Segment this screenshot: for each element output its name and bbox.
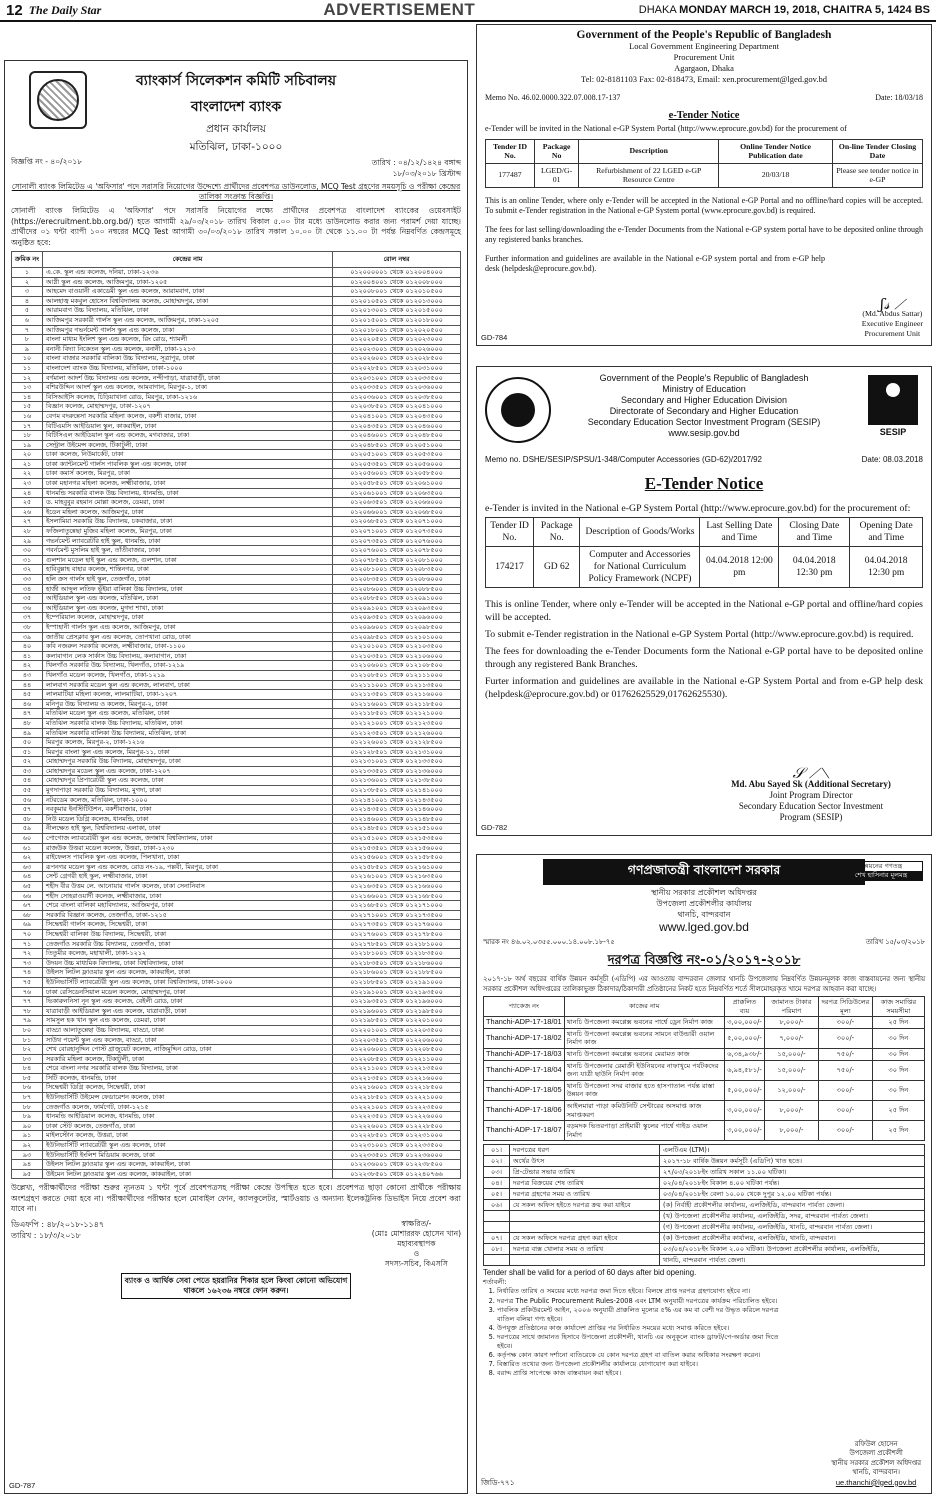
sesip-header <box>485 373 923 445</box>
table-row: ৮৩ সরকারি মহিলা কলেজ, টিকাটুলী, ঢাকা ০১২২০৮৫০১ থেকে ০১২২১১০০০ <box>12 1054 461 1064</box>
table-row: ৭৩ উদয়ন উচ্চ মাধ্যমিক বিদ্যালয়, ঢাকা বিশ্ববিদ্যালয়, ঢাকা ০১২১৮৩৫০১ থেকে ০১২১৮৬০০০ <box>12 958 461 968</box>
office-name: প্রধান কার্যালয় <box>206 123 266 135</box>
memo-row <box>485 93 923 102</box>
table-row: ৭৮ যাত্রাবাড়ী আইডিয়াল স্কুল এন্ড কলেজ, যাত্রাবাড়ী, ঢাকা ০১২১৯৬০০১ থেকে ০১২১৯৮৫০০ <box>12 1006 461 1016</box>
office-location: থানচি, বান্দরবান <box>677 910 731 919</box>
col-opening: Opening Date and Time <box>850 518 923 547</box>
table-row: ১২ বর্ণমালা আদর্শ উচ্চ বিদ্যালয় এন্ড কলেজ, নন্দীপাড়া, যাত্রাবাড়ী, ঢাকা ০১২০৩১০০১ থেকে ০১২০৩৩৫০০ <box>12 373 461 383</box>
table-row: ১৩ বশিরউদ্দিন আদর্শ স্কুল এন্ড কলেজ, আমবাগান, মিরপুর-১, ঢাকা ০১২০৩৩৫০১ থেকে ০১২০৩৬০০০ <box>12 383 461 393</box>
program-name: Secondary Education Sector Investment Program (SESIP) <box>587 417 821 427</box>
table-row: ৮ বাংলা মাধ্যম ইংলিশ স্কুল এন্ড কলেজ, রিং রোড, শ্যামলী ০১২০২০৫০১ থেকে ০১২০২৩০০০ <box>12 335 461 345</box>
table-row: ৫০ মিরপুর কলেজ, মিরপুর-২, ঢাকা-১২১৬ ০১২১২৬০০১ থেকে ০১২১২৮৫০০ <box>12 738 461 748</box>
table-row: ৫৯ নীলক্ষেত হাই স্কুল, বিশ্ববিদ্যালয় এলাকা, ঢাকা ০১২১৪৮৫০১ থেকে ০১২১৫১০০০ <box>12 824 461 834</box>
col-tender-id: Tender ID No. <box>486 518 534 547</box>
table-row: ৮৫ সিটি কলেজ, ধানমন্ডি, ঢাকা ০১২২১৩৫০১ থেকে ০১২২১৬০০০ <box>12 1073 461 1083</box>
table-row: ৪৭ মতিঝিল মডেল স্কুল এন্ড কলেজ, মতিঝিল, ঢাকা ০১২১১৮৫০১ থেকে ০১২১২১০০০ <box>12 709 461 719</box>
exam-centers-table <box>11 251 461 1179</box>
bangladesh-bank-logo-icon <box>29 71 87 129</box>
col-roll: রোল নম্বর <box>332 252 460 268</box>
table-row: ১১ বাংলাদেশ ব্যাংক উচ্চ বিদ্যালয়, মতিঝিল, ঢাকা-১০০০ ০১২০২৮৫০১ থেকে ০১২০৩১০০০ <box>12 363 461 373</box>
table-row: ৮৪ শেরে বাংলা নগর সরকারি বালক উচ্চ বিদ্যালয়, ঢাকা ০১২২১১০০১ থেকে ০১২২১৩৫০০ <box>12 1064 461 1074</box>
table-row: ৯৪ উইলস লিটল ফ্লাওয়ার স্কুল এন্ড কলেজ, কাকরাইল, ঢাকা ০১২২৩৬০০১ থেকে ০১২২৩৮৫০০ <box>12 1160 461 1170</box>
table-row: ৪৪ লালবাগ সরকারি মডেল স্কুল এন্ড কলেজ, লালবাগ, ঢাকা ০১২১১১০০১ থেকে ০১২১১৩৫০০ <box>12 680 461 690</box>
table-row: ৬০ পোগোজ ল্যাবরেটরী স্কুল এন্ড কলেজ, জগন্নাথ বিশ্ববিদ্যালয়, ঢাকা ০১২১৫১০০১ থেকে ০১২১৫৩৫০০ <box>12 834 461 844</box>
table-row: ৭২ তিতুমীর কলেজ, মহাখালী, ঢাকা-১২১২ ০১২১৮১০০১ থেকে ০১২১৮৩৫০০ <box>12 949 461 959</box>
thanchi-tender-ad <box>476 854 932 1494</box>
col-work-name: কাজের নাম <box>564 997 724 1017</box>
table-row: ৪৬ মনিপুর উচ্চ বিদ্যালয় ও কলেজ, মিরপুর-২, ঢাকা ০১২১১৬০০১ থেকে ০১২১১৮৫০০ <box>12 699 461 709</box>
table-row: ২৮ ফজিলাতুন্নেছা মুজিব মহিলা কলেজ, মিরপুর, ঢাকা ০১২০৭১০০১ থেকে ০১২০৭৩৫০০ <box>12 527 461 537</box>
col-security: জামানত টাকার পরিমাণ <box>764 997 818 1017</box>
memo-date: Date: 08.03.2018 <box>861 455 923 464</box>
table-row: ৬৫ শহীদ বীর উত্তম লে. আনোয়ার গার্লস কলেজ, ঢাকা সেনানিবাস ০১২১৬৩৫০১ থেকে ০১২১৬৬০০০ <box>12 882 461 892</box>
table-row: Thanchi-ADP-17-18/02 থানচি উপজেলা কমপ্লেক্স ভবনের সামনে বাউন্ডারী ওয়াল নির্মাণ কাজ ৫,০০,০০০/- ৭,০০০/- ৩০০/- ৩০ দিন <box>484 1028 925 1048</box>
table-row: ৮১ সাউথ পয়েন্ট স্কুল এন্ড কলেজ, বাড্ডা, ঢাকা ০১২২০৩৫০১ থেকে ০১২২০৬০০০ <box>12 1035 461 1045</box>
notice-number: বিজ্ঞপ্তি নং - ৪০/২০১৮ <box>11 157 83 166</box>
bank-notice-ad <box>4 60 468 1494</box>
table-row: ২ আগ্নী স্কুল এন্ড কলেজ, আজিমপুর, ঢাকা-১২০৫ ০১২০০৪০০১ থেকে ০১২০০৮০০০ <box>12 277 461 287</box>
table-row: ৫৭ নবকুমার ইনস্টিটিউশন, বকশীবাজার, ঢাকা ০১২১৪৩৫০১ থেকে ০১২১৪৬০০০ <box>12 805 461 815</box>
gd-code: GD-782 <box>481 823 508 832</box>
table-row: ৩২ হাবিবুল্লাহ বাহার কলেজ, শান্তিনগর, ঢাকা ০১২০৮১০০১ থেকে ০১২০৮৩৫০০ <box>12 565 461 575</box>
masthead <box>0 0 936 22</box>
tender-para-info: Furter information and guidelines are available in the National e-GP System Portal and from e-GP help desk (helpdesk@eprocure.gov.bd) or 01762625529,01762625530). <box>485 676 923 700</box>
table-row: ৬৮ সরকারি বিজ্ঞান কলেজ, তেজগাঁও, ঢাকা-১২১৫ ০১২১৭১০০১ থেকে ০১২১৭৩৫০০ <box>12 910 461 920</box>
tender-info-table <box>483 1144 925 1266</box>
table-row: 177487 LGED/G-01 Refurbishment of 22 LGED e-GP Resource Centre 20/03/18 Please see tender notice in e-GP <box>486 163 923 187</box>
table-row: ৩ আহমেদ বাওয়ানী একাডেমী স্কুল এন্ড কলেজ, আরামবাগ, ঢাকা ০১২০০৮০০১ থেকে ০১২০১০৫০০ <box>12 287 461 297</box>
table-row: ৪০ কবি নজরুল সরকারি কলেজ, লক্ষ্মীবাজার, ঢাকা-১১০০ ০১২১০১০০১ থেকে ০১২১০৩৫০০ <box>12 642 461 652</box>
program-url: www.sesip.gov.bd <box>668 428 740 438</box>
table-row: ৬৩ রূপনগর মডেল স্কুল এন্ড কলেজ, রোড নং-১৯, পল্লবী, মিরপুর, ঢাকা ০১২১৫৮৫০১ থেকে ০১২১৬১০০০ <box>12 862 461 872</box>
office-address: মতিঝিল, ঢাকা-১০০০ <box>189 141 283 153</box>
helpline-warning: ব্যাংক ও আর্থিক সেবা পেতে হয়রানির শিকার হলে কিংবা কোনো অভিযোগ থাকলে ১৬২৩৬ নম্বরে ফোন করুন। <box>121 1273 351 1299</box>
col-center: কেন্দ্রের নাম <box>42 252 332 268</box>
tender-para-fees: The fees for downloading the e-Tender Documents form the National e-GP portal have to be deposited online through any registered Bank Branches. <box>485 646 923 670</box>
sesip-tender-ad <box>476 366 932 836</box>
col-serial: ক্রমিক নং <box>12 252 43 268</box>
table-row: ৯৩ ইউনিভার্সিটি ইংলিশ মিডিয়াম কলেজ, ঢাকা ০১২২৩৩৫০১ থেকে ০১২২৩৬০০০ <box>12 1150 461 1160</box>
sesip-signature: 𝒮 ⟋⟍ Md. Abu Sayed Sk (Additional Secretary) Joint Program Director Secondary Education Sector Investment Program (SESIP) <box>701 768 921 823</box>
table-row: ০৮। দরপত্র বাক্স খোলার সময় ও তারিখ ০৩/০৪/২০১৮ইং বিকাল ২.০০ ঘটিকা। উপজেলা প্রকৌশলীর কার্যালয়, এলজিইডি, <box>484 1244 925 1255</box>
table-row: ৫২ মোহাম্মদপুর সরকারি উচ্চ বিদ্যালয়, মোহাম্মদপুর, ঢাকা ০১২১৩১০০১ থেকে ০১২১৩৩৫০০ <box>12 757 461 767</box>
table-row: ৪২ খিলগাঁও সরকারি উচ্চ বিদ্যালয়, খিলগাঁও, ঢাকা-১২১৯ ০১২১০৬০০১ থেকে ০১২১০৮৫০০ <box>12 661 461 671</box>
table-row: ৮২ শেখ বোরহানুদ্দিন পোস্ট গ্রাজুয়েট কলেজ, নাজিমুদ্দিন রোড, ঢাকা ০১২২০৬০০১ থেকে ০১২২০৮৫০০ <box>12 1045 461 1055</box>
committee-title: ব্যাংকার্স সিলেকশন কমিটি সচিবালয় <box>136 73 336 89</box>
table-row: ৮৬ সিদ্ধেশ্বরী ডিগ্রি কলেজ, সিদ্ধেশ্বরী, ঢাকা ০১২২১৬০০১ থেকে ০১২২১৮৫০০ <box>12 1083 461 1093</box>
list-item: 4. উপযুক্ত প্রতিষ্ঠানের কাজ কার্যাদেশ প্রাপ্তির পর নির্ধারিত সময়ের মধ্যে সমাপ্ত করিতে হইবে। <box>497 1324 783 1333</box>
package-table <box>483 996 925 1141</box>
table-row: ০৭। যে সকল অফিসে দরপত্র গ্রহণ করা হইবে (ক) উপজেলা প্রকৌশলীর কার্যালয়, এলজিইডি, থানচি, বান্দরবান। <box>484 1233 925 1244</box>
table-row: ৫ আরামবাগ উচ্চ বিদ্যালয়, মতিঝিল, ঢাকা ০১২০১৩০০১ থেকে ০১২০১৫০০০ <box>12 306 461 316</box>
table-row: ১০ বাংলা বাজার সরকারি বালিকা উচ্চ বিদ্যালয়, সূত্রাপুর, ঢাকা ০১২০২৬০০১ থেকে ০১২০২৮৫০০ <box>12 354 461 364</box>
table-row: ৫৫ মুগদাপাড়া সরকারি উচ্চ বিদ্যালয়, মুগদা, ঢাকা ০১২১৩৮৫০১ থেকে ০১২১৪১০০০ <box>12 786 461 796</box>
memo-number: Memo No. 46.02.0000.322.07.008.17-137 <box>485 93 621 102</box>
notice-reference <box>11 157 461 179</box>
col-package: Package No <box>534 139 578 163</box>
table-row: Thanchi-ADP-17-18/07 বড়মদক ভিতরপাড়া প্রাইমারী স্কুলের পার্শ্বে গাইড ওয়াল নির্মাণ ৩,০০,০০০/- ৮,০০০/- ৩০০/- ২৫ দিন <box>484 1121 925 1141</box>
lged-signature: ʃ𝓈 ⟋ (Md. Abdus Sattar) Executive Engineer Procurement Unit <box>861 295 923 338</box>
tender-para-online: This is an online Tender, where only e-Tender will be accepted in the National e-GP Portal and no offline/hard copies will be accepted. To submit e-Tender registration in the National e-GP System portal (www.eprocure.gov.bd) is required. <box>485 195 923 215</box>
col-package: Package No. <box>534 518 580 547</box>
col-duration: কাজ সমাপ্তির সময়সীমা <box>872 997 924 1017</box>
table-row: ৭৪ উইলস লিটল ফ্লাওয়ার স্কুল এন্ড কলেজ, কাকরাইল, ঢাকা ০১২১৮৬০০১ থেকে ০১২১৮৮৫০০ <box>12 968 461 978</box>
table-row: ৮৯ ধানমন্ডি আইডিয়াল কলেজ, ধানমন্ডি, ঢাকা ০১২২২৩৫০১ থেকে ০১২২২৬০০০ <box>12 1112 461 1122</box>
table-row: ৪ আলহাজ্ব মকবুল হোসেন বিশ্ববিদ্যালয় কলেজ, মোহাম্মদপুর, ঢাকা ০১২০১০৫০১ থেকে ০১২০১৩০০০ <box>12 296 461 306</box>
bank-notice-header <box>11 65 461 153</box>
table-row: ৬৭ শেরে বাংলা বালিকা মহাবিদ্যালয়, আজিমপুর, ঢাকা ০১২১৬৮৫০১ থেকে ০১২১৭১০০০ <box>12 901 461 911</box>
table-row: ৬৯ সিদ্ধেশ্বরী গার্লস কলেজ, সিদ্ধেশ্বরী, ঢাকা ০১২১৭৩৫০১ থেকে ০১২১৭৬০০০ <box>12 920 461 930</box>
col-publication-date: Online Tender Notice Publication date <box>719 139 833 163</box>
table-row: থানচি, বান্দরবান পার্বত্য জেলা। <box>484 1255 925 1266</box>
table-row: ৬২ রাইফেলস পাবলিক স্কুল এন্ড কলেজ, পিলখানা, ঢাকা ০১২১৫৬০০১ থেকে ০১২১৫৮৫০০ <box>12 853 461 863</box>
table-row: ৩৬ আইডিয়াল স্কুল এন্ড কলেজ, মুগদা শাখা, ঢাকা ০১২০৯১০০১ থেকে ০১২০৯৩৫০০ <box>12 603 461 613</box>
table-row: Thanchi-ADP-17-18/01 থানচি উপজেলা কমপ্লেক্স ভবনের পার্শ্বে ড্রেন নির্মাণ কাজ ৩,০০,০০০/- ৮,০০০/- ৩০০/- ২৫ দিন <box>484 1017 925 1029</box>
table-row: ২২ চাকা কমার্স কলেজ, মিরপুর, ঢাকা ০১২০৫৬০০১ থেকে ০১২০৫৮৫০০ <box>12 469 461 479</box>
table-row: ১৪ বিসিআইসি কলেজ, চিড়িয়াখানা রোড, মিরপুর, ঢাকা-১২১৬ ০১২০৩৬০০১ থেকে ০১২০৩৮৫০০ <box>12 392 461 402</box>
tender-title: E-Tender Notice <box>644 474 764 493</box>
memo-date: Date: 18/03/18 <box>875 93 923 102</box>
bank-name: বাংলাদেশ ব্যাংক <box>190 99 282 115</box>
gd-code: জিডি-৭৭১ <box>481 1478 515 1487</box>
notice-intro: সোনালী ব্যাংক লিমিটেড এ 'অফিসার' পদে সরাসরি নিয়োগের লক্ষ্যে প্রার্থীদের প্রবেশপত্র বাংলাদেশ ব্যাংকের ওয়েবসাইট (https://erecruitment.bb.org.bd/) হতে আগামী ২৯/০৩/২০১৮ তারিখ বিকাল ৫.০০ টার মধ্যে ডাউনলোড করার জন্য পরামর্শ দেয়া যাচ্ছে। প্রার্থীদের ০১ ঘন্টা ব্যাপী ১০০ নম্বরের MCQ Test আগামী ৩০/০৩/২০১৮ তারিখ সকাল ১০.০০ টা থেকে ১১.০০ টা পর্যন্ত নিম্নবর্ণিত কেন্দ্রসমূহে অনুষ্ঠিত হবে: <box>11 206 461 247</box>
table-row: ৬১ রাজউক উত্তরা মডেল কলেজ, উত্তরা, ঢাকা-১২৩০ ০১২১৫৩৫০১ থেকে ০১২১৫৬০০০ <box>12 843 461 853</box>
signature-row <box>11 1219 461 1269</box>
table-row: ১৮ বিটিসিএল আইডিয়াল স্কুল এন্ড কলেজ, মগবাজার, ঢাকা ০১২০৪৬০০১ থেকে ০১২০৪৮৫০০ <box>12 431 461 441</box>
col-tender-id: Tender ID No. <box>486 139 535 163</box>
tender-title: দরপত্র বিজ্ঞপ্তি নং-০১/২০১৭-২০১৮ <box>607 953 801 968</box>
tender-validity: Tender shall be valid for a period of 60 days after bid opening. <box>483 1268 697 1278</box>
col-closing-date: On-line Tender Closing Date <box>832 139 922 163</box>
table-row: ৯৫ উইমেন লিটল ফ্লাওয়ার স্কুল এন্ড কলেজ, কাকরাইল, ঢাকা ০১২২৩৮৫০১ থেকে ০১২২৪০৭৬৬ <box>12 1169 461 1179</box>
masthead-date: DHAKA MONDAY MARCH 19, 2018, CHAITRA 5, 1424 BS <box>638 4 930 16</box>
table-row: Thanchi-ADP-17-18/06 আইলমারা পাড়া কমিউনিটি সেন্টারের অসমাপ্ত কাজ সমাপ্তকরণ ৩,০০,০০০/- ৮,০০০/- ৩০০/- ২৫ দিন <box>484 1100 925 1120</box>
table-row: ৪৮ মতিঝিল সরকারি বালক উচ্চ বিদ্যালয়, মতিঝিল, ঢাকা ০১২১২১০০১ থেকে ০১২১২৩৫০০ <box>12 718 461 728</box>
table-row: ১৯ সেন্ট্রাল উইমেন্স কলেজ, টিকাটুলী, ঢাকা ০১২০৪৮৫০১ থেকে ০১২০৫১০০০ <box>12 440 461 450</box>
table-row: ৪৩ খিলগাঁও মডেল কলেজ, খিলগাঁও, ঢাকা-১২১৯ ০১২১০৮৫০১ থেকে ০১২১১১০০০ <box>12 670 461 680</box>
dept-name: স্থানীয় সরকার প্রকৌশল অধিদপ্তর <box>651 888 757 897</box>
tender-intro: e-Tender will be invited in the National e-GP System Portal (http://www.eprocure.gov.bd) for the procurement of <box>485 124 847 133</box>
memo-row <box>483 936 925 948</box>
table-row: ৩৫ আইডিয়াল স্কুল এন্ড কলেজ, মতিঝিল, ঢাকা ০১২০৮৮৫০১ থেকে ০১২০৯১০০০ <box>12 594 461 604</box>
table-row: ২৯ গভর্নমেন্ট ল্যাবরেটরি হাই স্কুল, ধানমন্ডি, ঢাকা ০১২০৭৩৫০১ থেকে ০১২০৭৬০০০ <box>12 536 461 546</box>
tender-para-registration: To submit e-Tender registration in the National e-GP System Portal (http://www.eprocure.gov.bd) is required. <box>485 629 914 640</box>
table-row: ৭১ তেজগাঁও সরকারি উচ্চ বিদ্যালয়, তেজগাঁও, ঢাকা ০১২১৭৮৫০১ থেকে ০১২১৮১০০০ <box>12 939 461 949</box>
table-row: ৩৯ জাতীয় প্রেসক্লাব স্কুল এন্ড কলেজ, তোপখানা রোড, ঢাকা ০১২০৯৮৫০১ থেকে ০১২১০১০০০ <box>12 632 461 642</box>
table-row: ৩০ গবর্নমেন্ট মুসলিম হাই স্কুল, তাঁতীবাজার, ঢাকা ০১২০৭৬০০১ থেকে ০১২০৭৮৫০০ <box>12 546 461 556</box>
list-item: 7. বিস্তারিত তথ্যের জন্য উপজেলা প্রকৌশলীর কার্যালয়ে যোগাযোগ করা যাইবে। <box>497 1360 783 1369</box>
tender-title: e-Tender Notice <box>668 110 740 121</box>
table-row: ৩১ গুলশান মডেল হাই স্কুল এন্ড কলেজ, গুলশান, ঢাকা ০১২০৭৮৫০১ থেকে ০১২০৮১০০০ <box>12 555 461 565</box>
section-title: ADVERTISEMENT <box>323 0 476 19</box>
table-row: (গ) উপজেলা প্রকৌশলীর কার্যালয়, এলজিইডি, থানচি, বান্দরবান পার্বত্য জেলা। <box>484 1222 925 1233</box>
table-row: ৯ বনানী বিদ্যা নিকেতন স্কুল এন্ড কলেজ, বনানী, ঢাকা-১২১৩ ০১২০২৩০০১ থেকে ০১২০২৬০০০ <box>12 344 461 354</box>
table-row: ৩৮ ইস্পাহানী গার্লস স্কুল এন্ড কলেজ, আজিমপুর, ঢাকা ০১২০৯৬০০১ থেকে ০১২০৯৮৫০০ <box>12 622 461 632</box>
table-row: ১ এ.কে. স্কুল এন্ড কলেজ, দনিয়া, ঢাকা-১২৩৬ ০১২০০০০০১ থেকে ০১২০০৪০০০ <box>12 268 461 278</box>
table-row: ৭০ সিদ্ধেশ্বরী বালিকা উচ্চ বিদ্যালয়, সিদ্ধেশ্বরী, ঢাকা ০১২১৭৬০০১ থেকে ০১২১৭৮৫০০ <box>12 929 461 939</box>
table-row: ১৫ বিজ্ঞান কলেজ, মোহাম্মদপুর, ঢাকা-১২০৭ ০১২০৩৮৫০১ থেকে ০১২০৪১০০০ <box>12 402 461 412</box>
memo-date: তারিখ ১৫/০৩/২০১৮ <box>865 938 925 946</box>
table-row: ৪৯ মতিঝিল সরকারি বালিকা উচ্চ বিদ্যালয়, মতিঝিল, ঢাকা ০১২১২৩৫০১ থেকে ০১২১২৬০০০ <box>12 728 461 738</box>
table-row: ২১ ঢাকা ক্যান্টনমেন্ট গার্লস পাবলিক স্কুল এন্ড কলেজ, ঢাকা ০১২০৫৩৫০১ থেকে ০১২০৫৬০০০ <box>12 459 461 469</box>
page-number: 12 <box>6 1 23 19</box>
table-row: ৬৬ শহীদ সোহরাওয়ার্দী কলেজ, লক্ষ্মীবাজার, ঢাকা ০১২১৬৬০০১ থেকে ০১২১৬৮৫০০ <box>12 891 461 901</box>
division-name: Secondary and Higher Education Division <box>620 395 788 405</box>
table-row: ৫১ মিরপুর বাংলা স্কুল এন্ড কলেজ, মিরপুর-১১, ঢাকা ০১২১২৮৫০১ থেকে ০১২১৩১০০০ <box>12 747 461 757</box>
tender-intro: ২০১৭-১৮ অর্থ বছরের বার্ষিক উন্নয়ন কর্মসূচী (এডিপি) এর আওতায় বান্দরবান জেলার থানচি উপজেলায় নিম্নবর্ণিত উন্নয়নমূলক কাজ বাস্তবায়নের জন্য স্থানীয় সরকার প্রকৌশল অধিদপ্তরের তালিকাভুক্ত ঠিকাদার/ঠিকাদারী প্রতিষ্ঠানের নিকট হতে নিম্নবর্ণিত শর্তে সীলমোহরকৃত খামে দরপত্র আহবান করা যাচ্ছে। <box>483 975 925 993</box>
office-name: উপজেলা প্রকৌশলীর কার্যালয় <box>656 899 752 908</box>
table-row: ৯০ ঢাকা স্টেট কলেজ, তেজগাঁও, ঢাকা ০১২২২৬০০১ থেকে ০১২২২৮৫০০ <box>12 1121 461 1131</box>
paper-name: The Daily Star <box>28 2 102 17</box>
table-row: ৫৪ মোহাম্মদপুর প্রিপারেটরী স্কুল এন্ড কলেজ, ঢাকা ০১২১৩৬০০১ থেকে ০১২১৩৮৫০০ <box>12 776 461 786</box>
table-row: ৭৬ ঢাকা রেসিডেনসিয়াল মডেল কলেজ, মোহাম্মদপুর, ঢাকা ০১২১৯১০০১ থেকে ০১২১৯৩৫০০ <box>12 987 461 997</box>
memo-number: Memo no. DSHE/SESIP/SPSU/1-348/Computer Accessories (GD-62)/2017/92 <box>485 455 763 464</box>
list-item: 8. বরাদ্দ প্রাপ্তি সাপেক্ষে কাজ বাস্তবায়ন করা হইবে। <box>497 1369 783 1378</box>
notice-subject: সোনালী ব্যাংক লিমিটেড এ 'অফিসার' পদে সরাসরি নিয়োগের উদ্দেশ্যে প্রার্থীদের প্রবেশপত্র ডাউনলোড, MCQ Test গ্রহণের সময়সূচি ও পরীক্ষা কেন্দ্রের তালিকা সংক্রান্ত বিজ্ঞপ্তি। <box>11 182 461 201</box>
ministry-name: Ministry of Education <box>662 384 746 394</box>
sesip-tender-table <box>485 517 923 588</box>
col-package: প্যাকেজ নং <box>484 997 565 1017</box>
table-row: ২০ চাকা কলেজ, নিউমার্কেট, ঢাকা ০১২০৫১০০১ থেকে ০১২০৫৩৫০০ <box>12 450 461 460</box>
table-row: ৩৩ হলি ক্রস গার্লস হাই স্কুল, তেজগাঁও, ঢাকা ০১২০৮৩৫০১ থেকে ০১২০৮৬০০০ <box>12 575 461 585</box>
tender-para-info: Further information and guidelines are available in the National e-GP system portal and from e-GP help desk (helpdesk@eprocure.gov.bd). <box>485 253 825 273</box>
table-row: Thanchi-ADP-17-18/05 থানচি উপজেলা সদর বাজার হতে হাসপাতাল পর্যন্ত রাস্তা উন্নয়ন কাজ ৫,০০,০০০/- ১২,০০০/- ৩০০/- ৩০ দিন <box>484 1080 925 1100</box>
col-description: Description <box>579 139 719 163</box>
table-row: ৫৮ নিউ মডেল ডিগ্রি কলেজ, ধানমন্ডি, ঢাকা ০১২১৪৬০০১ থেকে ০১২১৪৮৫০০ <box>12 814 461 824</box>
table-row: ৮৮ তেজগাঁও কলেজ, ফার্মগেট, ঢাকা-১২১৫ ০১২২২১০০১ থেকে ০১২২২৩৫০০ <box>12 1102 461 1112</box>
directorate-name: Directorate of Secondary and Higher Education <box>609 406 799 416</box>
slogan-badge: উন্নয়নের গণতন্ত্র শেখ হাসিনার মূলমন্ত্র <box>839 861 923 881</box>
table-row: ০৫। দরপত্র গ্রহণের সময় ও তারিখ ০৩/০৪/২০১৮ইং বেলা ১০.০০ থেকে দুপুর ১২.০০ ঘটিকা পর্যন্ত। <box>484 1189 925 1200</box>
table-row: ৮৭ ইউনিভার্সিটি উইমেন্স ফেডারেশন কলেজ, ঢাকা ০১২২১৮৫০১ থেকে ০১২২২১০০০ <box>12 1093 461 1103</box>
unit-address: Agargaon, Dhaka <box>674 63 734 73</box>
signature-scrawl-icon: 𝒮 ⟋⟍ <box>792 764 830 782</box>
thanchi-signature: রফিউল হোসেন উপজেলা প্রকৌশলী স্থানীয় সরকার প্রকৌশল অধিদপ্তর থানচি, বান্দরবান। ue.thanchi@lged.gov.bd <box>831 1439 921 1487</box>
conditions: শর্তাবলী: 1. নির্ধারিত তারিখ ও সময়ের মধ্যে দরপত্র জমা দিতে হইবে। বিলম্বে প্রাপ্ত দরপত্র গ্রহণযোগ্য হইবে না। 2. দরপত্র The Public Procurement Rules-2008 এবং LTM অনুযায়ী দরপত্রের কার্যক্রম পরিচালিত হইবে। 3. পাবলিক প্রকিউরমেন্ট আইন, ২০০৬ অনুযায়ী প্রাক্কলিত মূল্যের ৫% এর কম বা বেশী দর উদ্ধৃত করিলে দরপত্র বাতিল বলিয়া গণ্য হইবে। 4. উপযুক্ত প্রতিষ্ঠানের কাজ কার্যাদেশ প্রাপ্তির পর নির্ধারিত সময়ের মধ্যে সমাপ্ত করিতে হইবে। 5. দরপত্রের সাথে জামানত হিসাবে উপজেলা প্রকৌশলী, থানচি এর অনুকূলে ব্যাংক ড্রাফট/পে-অর্ডার জমা দিতে হইবে। 6. কর্তৃপক্ষ কোন কারণ দর্শানো ব্যতিরেকে যে কোন দরপত্র গ্রহণ বা বাতিল করার অধিকার সংরক্ষণ করেন। 7. বিস্তারিত তথ্যের জন্য উপজেলা প্রকৌশলীর কার্যালয়ে যোগাযোগ করা যাইবে। 8. বরাদ্দ প্রাপ্তি সাপেক্ষে কাজ বাস্তবায়ন করা হইবে। <box>483 1278 925 1378</box>
government-seal-icon <box>485 377 551 443</box>
list-item: 1. নির্ধারিত তারিখ ও সময়ের মধ্যে দরপত্র জমা দিতে হইবে। বিলম্বে প্রাপ্ত দরপত্র গ্রহণযোগ্য হইবে না। <box>497 1287 783 1296</box>
table-row: ২৬ ইডেন মহিলা কলেজ, আজিমপুর, ঢাকা ০১২০৬৬০০১ থেকে ০১২০৬৮৫০০ <box>12 507 461 517</box>
table-row: Thanchi-ADP-17-18/03 থানচি উপজেলা কমপ্লেক্স ভবনের মেরামত কাজ ৬,৩৪,৯৩৮/- ১৫,০০০/- ৭৫০/- ৩০ দিন <box>484 1048 925 1060</box>
table-row: ২৭ ইসলামিয়া সরকারি উচ্চ বিদ্যালয়, চকবাজার, ঢাকা ০১২০৬৮৫০১ থেকে ০১২০৭১০০০ <box>12 517 461 527</box>
tender-intro: e-Tender is invited in the National e-GP System Portal (http://www.eprocure.gov.bd) for the procurement of: <box>485 503 911 514</box>
unit-name: Procurement Unit <box>673 52 735 62</box>
table-row: 174217 GD 62 Computer and Accessories for National Curriculum Policy Framework (NCPF) 04.04.2018 12:00 pm 04.04.2018 12:30 pm 04.04.2018 12:30 pm <box>486 547 923 588</box>
table-row: ৫৩ মোহাম্মদপুর মডেল স্কুল এন্ড কলেজ, ঢাকা-১২০৭ ০১২১৩৩৫০১ থেকে ০১২১৩৬০০০ <box>12 766 461 776</box>
col-last-selling: Last Selling Date and Time <box>700 518 779 547</box>
table-row: ৯১ মাইলস্টোন কলেজ, উত্তরা, ঢাকা ০১২২২৮৫০১ থেকে ০১২২৩১০০০ <box>12 1131 461 1141</box>
signature-scrawl-icon: ʃ𝓈 ⟋ <box>880 295 905 313</box>
table-row: ৭ আজিমপুর গভর্নমেন্ট গার্লস স্কুল এন্ড কলেজ, ঢাকা ০১২০১৮০০১ থেকে ০১২০২০৫০০ <box>12 325 461 335</box>
lged-url: www.lged.gov.bd <box>659 920 749 934</box>
table-row: ৪৫ লালমাটিয়া মহিলা কলেজ, লালমাটিয়া, ঢাকা-১২০৭ ০১২১১৩৫০১ থেকে ০১২১১৬০০০ <box>12 690 461 700</box>
list-item: 3. পাবলিক প্রকিউরমেন্ট আইন, ২০০৬ অনুযায়ী প্রাক্কলিত মূল্যের ৫% এর কম বা বেশী দর উদ্ধৃত করিলে দরপত্র বাতিল বলিয়া গণ্য হইবে। <box>497 1306 783 1324</box>
list-item: 2. দরপত্র The Public Procurement Rules-2008 এবং LTM অনুযায়ী দরপত্রের কার্যক্রম পরিচালিত হইবে। <box>497 1297 783 1306</box>
col-closing: Closing Date and Time <box>779 518 850 547</box>
table-row: ০২। অর্থের উৎস ২০১৭-১৮ বার্ষিক উন্নয়ন কর্মসূচী (এডিপি) খাত হতে। <box>484 1156 925 1167</box>
table-row: ০৩। প্রি-টেন্ডার সভার তারিখ ২৭/০৩/২০১৮ইং তারিখ সকাল ১১.০০ ঘটিকা। <box>484 1167 925 1178</box>
table-row: ৫৬ নটরডেম কলেজ, মতিঝিল, ঢাকা-১০০০ ০১২১৪১০০১ থেকে ০১২১৪৩৫০০ <box>12 795 461 805</box>
table-row: ৩৭ ইম্পেরিয়াল কলেজ, মোহাম্মদপুর, ঢাকা ০১২০৯৩৫০১ থেকে ০১২০৯৬০০০ <box>12 613 461 623</box>
gd-code: GD-784 <box>481 333 508 342</box>
notice-dates: তারিখ : ০৪/১২/১৪২৪ বঙ্গাব্দ ১৮/০৩/২০১৮ খ্রিস্টাব্দ <box>371 158 461 178</box>
table-row: ০৬। যে সকল অফিস হইতে দরপত্র ক্রয় করা যাইবে (ক) নির্বাহী প্রকৌশলীর কার্যালয়, এলজিইডি, বান্দরবান পার্বত্য জেলা। <box>484 1200 925 1211</box>
gov-title: Government of the People's Republic of Bangladesh <box>599 373 809 383</box>
table-row: ০১। দরপত্রের ধরণ এলটিএম (LTM)। <box>484 1145 925 1156</box>
table-row: ২৫ ড. মাহবুবুর রহমান মোল্লা কলেজ, ডেমরা, ঢাকা ০১২০৬৩৫০১ থেকে ০১২০৬৬০০০ <box>12 498 461 508</box>
table-row: ৬৪ সেন্ট গ্রেগরী হাই স্কুল, লক্ষ্মীবাজার, ঢাকা ০১২১৬১০০১ থেকে ০১২১৬৩৫০০ <box>12 872 461 882</box>
table-row: ০৪। দরপত্র বিক্রয়ের শেষ তারিখ ০২/০৪/২০১৮ইং বিকাল ৪.০০ ঘটিকা পর্যন্ত। <box>484 1178 925 1189</box>
list-item: 6. কর্তৃপক্ষ কোন কারণ দর্শানো ব্যতিরেকে যে কোন দরপত্র গ্রহণ বা বাতিল করার অধিকার সংরক্ষণ করেন। <box>497 1351 783 1360</box>
table-row: ১৭ বিটিএমসি আইডিয়াল স্কুল, কাকরাইল, ঢাকা ০১২০৪৩৫০১ থেকে ০১২০৪৬০০০ <box>12 421 461 431</box>
table-row: ৭৯ সামসুল হক খান স্কুল এন্ড কলেজ, ডেমরা, ঢাকা ০১২১৯৮৫০১ থেকে ০১২২০১০০০ <box>12 1016 461 1026</box>
table-row: (খ) উপজেলা প্রকৌশলীর কার্যালয়, এলজিইডি, সদর, বান্দরবান পার্বত্য জেলা। <box>484 1211 925 1222</box>
tender-para-online: This is online Tender, where only e-Tender will be accepted in the National e-GP portal and offline/hard copies will be accepted. <box>485 599 923 623</box>
table-row: ৩৪ হাজী আব্দুল লতিফ ভূঁইয়া বালিকা উচ্চ বিদ্যালয়, ঢাকা ০১২০৮৬০০১ থেকে ০১২০৮৮৫০০ <box>12 584 461 594</box>
lged-tender-table <box>485 139 923 188</box>
sesip-logo-icon: SESIP <box>863 375 923 447</box>
notice-footer-note: উল্লেখ্য, পরীক্ষার্থীদের পরীক্ষা শুরুর ন্যূনতম ১ ঘন্টা পূর্বে প্রবেশপত্রসহ পরীক্ষা কেন্দ্রে উপস্থিত হতে হবে। প্রবেশপত্র ছাড়া কোনো প্রার্থীকে পরীক্ষায় অংশগ্রহণ করতে দেয়া হবে না। পরীক্ষার্থীদের পরীক্ষার হলে মোবাইল ফোন, ক্যালকুলেটর, স্মার্টওয়াচ ও অন্যান্য ইলেকট্রনিক ডিভাইস নিয়ে প্রবেশ করা যাবে না। <box>11 1183 461 1214</box>
dept-name: Local Government Engineering Department <box>629 41 779 51</box>
memo-number: স্মারক নং ৪৬.০২.০৩৫৫.০০০.১৪.০০৮.১৮-৭৫ <box>483 938 615 946</box>
table-row: Thanchi-ADP-17-18/04 থানচি উপজেলার রেমাক্রী ইউনিয়নের নাফাখুমে পর্যটকদের জন্য যাত্রী ছাউনি নির্মাণ কাজ ৬,৯৪,৫৮১/- ১৫,০০০/- ৭৫০/- ৩০ দিন <box>484 1060 925 1080</box>
table-row: ৭৫ ইউনিভার্সিটি ল্যাবরেটরী স্কুল এন্ড কলেজ, ঢাকা বিশ্ববিদ্যালয়, ঢাকা-১০০০ ০১২১৮৮৫০১ থেকে ০১২১৯১০০০ <box>12 977 461 987</box>
col-description: Description of Goods/Works <box>580 518 700 547</box>
gov-banner: গণপ্রজাতন্ত্রী বাংলাদেশ সরকার <box>543 859 865 885</box>
table-row: ২৪ ধানমন্ডি সরকারি বালক উচ্চ বিদ্যালয়, ধানমন্ডি, ঢাকা ০১২০৬১০০১ থেকে ০১২০৬৩৫০০ <box>12 488 461 498</box>
gd-code: GD-787 <box>9 1481 36 1490</box>
col-estimate: প্রাক্কলিত ব্যয় <box>725 997 765 1017</box>
table-row: ৪১ কলাবাগান লেক সার্কাস উচ্চ বিদ্যালয়, কলাবাগান, ঢাকা ০১২১০৩৫০১ থেকে ০১২১০৬০০০ <box>12 651 461 661</box>
memo-row <box>485 455 923 464</box>
table-row: ৬ আজিমপুর সরকারী গার্লস স্কুল এন্ড কলেজ, আজিমপুর, ঢাকা-১২০৫ ০১২০১৫০০১ থেকে ০১২০১৮০০০ <box>12 315 461 325</box>
signature-block: স্বাক্ষরিত/- (মোঃ মোশাররফ হোসেন খান) মহাব্যবস্থাপক ও সদস্য-সচিব, বিএসসি <box>371 1218 461 1268</box>
contact-line: Tel: 02-8181103 Fax: 02-818473, Email: xen.procurement@lged.gov.bd <box>581 74 827 84</box>
lged-tender-ad <box>476 24 932 346</box>
tender-para-fees: The fees for last selling/downloading the e-Tender Documents from the National e-GP system portal have to be deposited online through any registered banks branches. <box>485 224 923 244</box>
table-row: ৮০ বাড্ডা আলাতুন্নেছা উচ্চ বিদ্যালয়, বাড্ডা, ঢাকা ০১২২০১০০১ থেকে ০১২২০৩৫০০ <box>12 1025 461 1035</box>
gov-title: Government of the People's Republic of Bangladesh <box>576 29 832 41</box>
dfp-reference: ডিএফপি : ৪৮/২০১৮-১১৪৭ তারিখ : ১৮/৩/২০১৮ <box>11 1219 105 1240</box>
table-row: ২৩ ঢাকা মহানগর মহিলা কলেজ, লক্ষ্মীবাজার, ঢাকা ০১২০৫৮৫০১ থেকে ০১২০৬১০০০ <box>12 479 461 489</box>
table-row: ৭৭ ভিকারুননিসা নূন স্কুল এন্ড কলেজ, বেইলী রোড, ঢাকা ০১২১৯৩৫০১ থেকে ০১২১৯৬০০০ <box>12 997 461 1007</box>
table-row: ১৬ বেগম বদরুন্নেসা সরকারি মহিলা কলেজ, বকশী বাজার, ঢাকা ০১২০৪১০০১ থেকে ০১২০৪৩৫০০ <box>12 411 461 421</box>
list-item: 5. দরপত্রের সাথে জামানত হিসাবে উপজেলা প্রকৌশলী, থানচি এর অনুকূলে ব্যাংক ড্রাফট/পে-অর্ডার জমা দিতে হইবে। <box>497 1333 783 1351</box>
col-schedule-price: দরপত্র সিডিউলের মূল্য <box>819 997 873 1017</box>
table-row: ৯২ ইউনিভার্সিটি ল্যাবরেটরী স্কুল এন্ড কলেজ, ঢাকা ০১২২৩১০০১ থেকে ০১২২৩৩৫০০ <box>12 1141 461 1151</box>
